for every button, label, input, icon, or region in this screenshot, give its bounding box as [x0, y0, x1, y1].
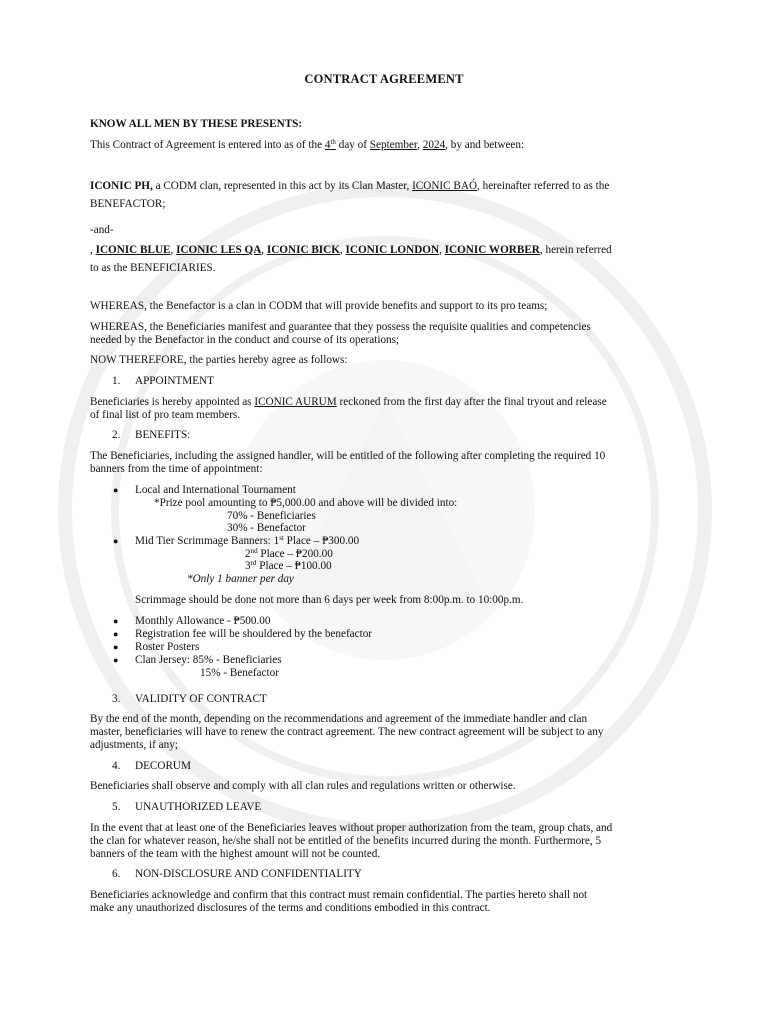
intro-heading: KNOW ALL MEN BY THESE PRESENTS: [90, 118, 303, 130]
benefit-registration: Registration fee will be shouldered by the benefactor [135, 628, 373, 640]
section-5-heading: UNAUTHORIZED LEAVE [135, 801, 262, 813]
bullet: ● [113, 642, 119, 652]
bullet: ● [113, 536, 119, 546]
section-2-text: The Beneficiaries, including the assigned handler, will be entitled of the following after completing the required 10 [90, 450, 606, 462]
section-2-number: 2. [112, 429, 121, 441]
whereas-2: WHEREAS, the Beneficiaries manifest and guarantee that they possess the requisite qualities and competencies [90, 321, 591, 333]
benefit-prize-benefactor: 30% - Benefactor [227, 522, 306, 534]
section-1-number: 1. [112, 375, 121, 387]
whereas-2-cont: needed by the Benefactor in the conduct and course of its operations; [90, 334, 400, 346]
section-5-number: 5. [112, 801, 121, 813]
bullet: ● [113, 485, 119, 495]
bullet: ● [113, 616, 119, 626]
benefit-prize-beneficiaries: 70% - Beneficiaries [227, 510, 316, 522]
section-4-text: Beneficiaries shall observe and comply with all clan rules and regulations written or otherwise. [90, 780, 516, 792]
section-1-heading: APPOINTMENT [135, 375, 214, 387]
benefit-allowance: Monthly Allowance - ₱500.00 [135, 615, 271, 627]
section-3-text: By the end of the month, depending on the recommendations and agreement of the immediate handler and clan [90, 713, 588, 725]
benefit-mid-tier: Mid Tier Scrimmage Banners: 1st Place – ₱300.00 [135, 534, 360, 547]
section-3-heading: VALIDITY OF CONTRACT [135, 693, 267, 705]
section-1-text: Beneficiaries is hereby appointed as ICONIC AURUM reckoned from the first day after the final tryout and release [90, 396, 607, 408]
benefactor-clause-end: BENEFACTOR; [90, 198, 166, 210]
scrimmage-schedule: Scrimmage should be done not more than 6 days per week from 8:00p.m. to 10:00p.m. [135, 594, 524, 606]
beneficiaries-clause: , ICONIC BLUE, ICONIC LES QA, ICONIC BICK, ICONIC LONDON, ICONIC WORBER, herein referred [90, 244, 612, 256]
section-1-text-cont: of final list of pro team members. [90, 409, 241, 421]
section-2-heading: BENEFITS: [135, 429, 191, 441]
document-title: CONTRACT AGREEMENT [304, 72, 464, 86]
whereas-1: WHEREAS, the Benefactor is a clan in CODM that will provide benefits and support to its pro teams; [90, 300, 548, 312]
bullet: ● [113, 655, 119, 665]
benefit-roster: Roster Posters [135, 641, 200, 653]
now-therefore: NOW THEREFORE, the parties hereby agree as follows: [90, 354, 348, 366]
benefit-local-tournament: Local and International Tournament [135, 484, 296, 496]
section-4-number: 4. [112, 760, 121, 772]
section-6-heading: NON-DISCLOSURE AND CONFIDENTIALITY [135, 868, 362, 880]
section-3-text-end: adjustments, if any; [90, 739, 178, 751]
benefit-banner-note: *Only 1 banner per day [187, 573, 294, 585]
and-separator: -and- [90, 224, 114, 236]
bullet: ● [113, 629, 119, 639]
benefit-jersey-benefactor: 15% - Benefactor [200, 667, 279, 679]
benefit-second-place: 2nd Place – ₱200.00 [245, 547, 333, 560]
section-5-text: In the event that at least one of the Beneficiaries leaves without proper authorization from the team, group chats, and [90, 822, 613, 834]
benefit-jersey: Clan Jersey: 85% - Beneficiaries [135, 654, 282, 666]
section-3-number: 3. [112, 693, 121, 705]
section-5-text-end: banners of the team with the highest amount will not be counted. [90, 848, 381, 860]
intro-paragraph: This Contract of Agreement is entered into as of the 4th day of September, 2024, by and between: [90, 138, 525, 151]
section-6-number: 6. [112, 868, 121, 880]
section-5-text-cont: the clan for whatever reason, he/she shall not be entitled of the benefits incurred during the month. Furthermore, 5 [90, 835, 602, 847]
benefactor-clause: ICONIC PH, a CODM clan, represented in this act by its Clan Master, ICONIC BAÓ, hereinafter referred to as the [90, 180, 610, 192]
benefit-third-place: 3rd Place – ₱100.00 [245, 559, 332, 572]
section-3-text-cont: master, beneficiaries will have to renew the contract agreement. The new contract agreement will be subject to any [90, 726, 604, 738]
section-6-text-cont: make any unauthorized disclosures of the terms and conditions embodied in this contract. [90, 902, 491, 914]
section-6-text: Beneficiaries acknowledge and confirm that this contract must remain confidential. The parties hereto shall not [90, 889, 588, 901]
section-4-heading: DECORUM [135, 760, 191, 772]
benefit-prize-pool: *Prize pool amounting to ₱5,000.00 and above will be divided into: [154, 497, 458, 509]
beneficiaries-clause-end: to as the BENEFICIARIES. [90, 262, 216, 274]
section-2-text-cont: banners from the time of appointment: [90, 463, 263, 475]
